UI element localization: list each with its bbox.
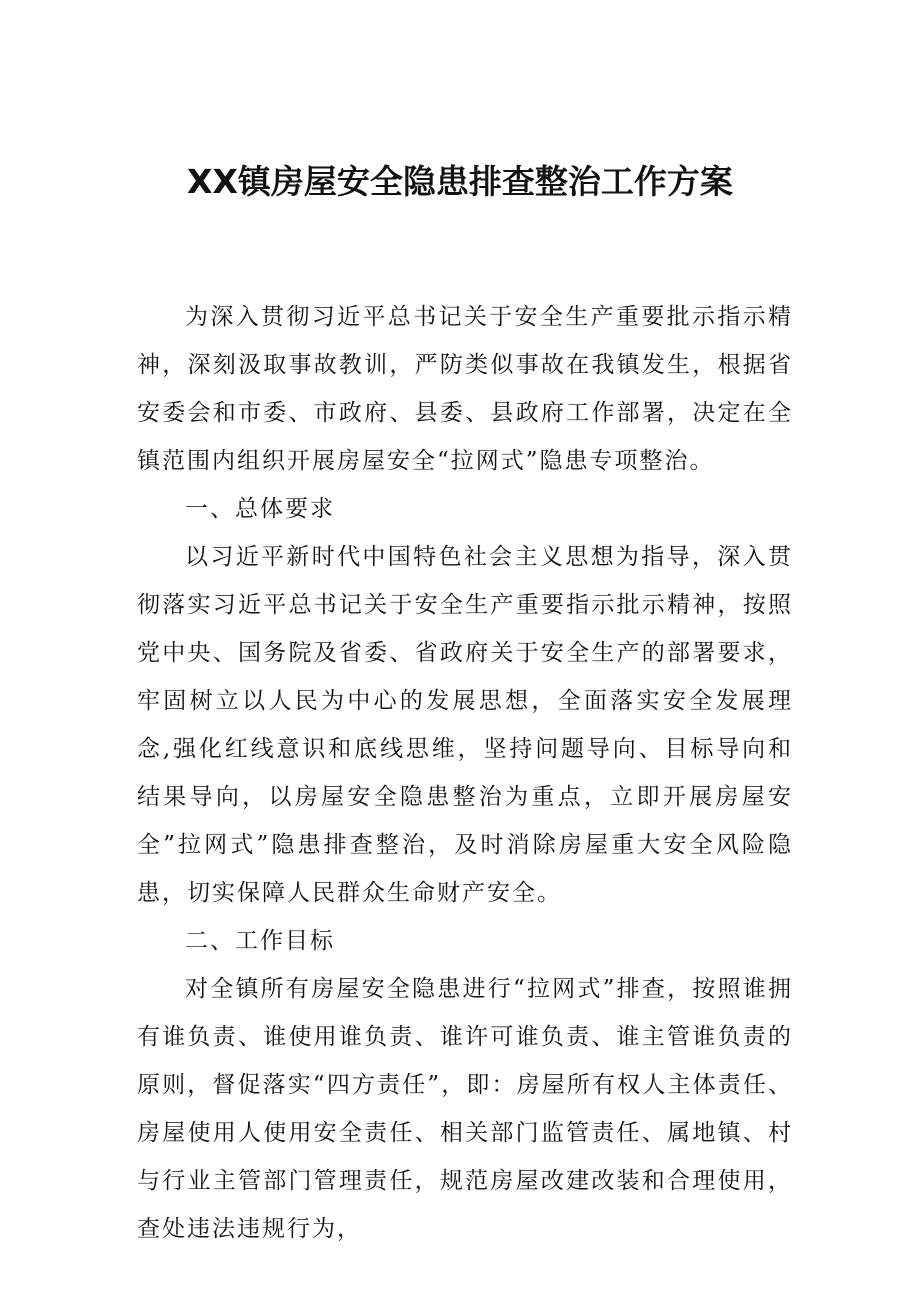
section-heading-general-requirements: 一、总体要求: [185, 496, 335, 522]
general-requirements-paragraph: 以习近平新时代中国特色社会主义思想为指导，深入贯彻落实习近平总书记关于安全生产重要指示批示精神，按照党中央、国务院及省委、省政府关于安全生产的部署要求，牢固树立以人民为中心的发展思想，全面落实安全发展理念,强化红线意识和底线思维，坚持问题导向、目标导向和结果导向，以房屋安全隐患整治为重点，立即开展房屋安全”拉网式”隐患排查整治，及时消除房屋重大安全风险隐患，切实保障人民群众生命财产安全。: [137, 544, 793, 906]
document-body: [137, 293, 793, 1253]
document-title: XX镇房屋安全隐患排查整治工作方案: [187, 162, 733, 201]
work-objectives-paragraph: 对全镇所有房屋安全隐患进行“拉网式”排查，按照谁拥有谁负责、谁使用谁负责、谁许可谁负责、谁主管谁负责的原则，督促落实“四方责任”，即：房屋所有权人主体责任、房屋使用人使用安全责任、相关部门监管责任、属地镇、村与行业主管部门管理责任，规范房屋改建改装和合理使用，查处违法违规行为，: [137, 976, 793, 1242]
section-heading-work-objectives: 二、工作目标: [185, 928, 335, 954]
intro-paragraph: 为深入贯彻习近平总书记关于安全生产重要批示指示精神，深刻汲取事故教训，严防类似事故在我镇发生，根据省安委会和市委、市政府、县委、县政府工作部署，决定在全镇范围内组织开展房屋安全“拉网式”隐患专项整治。: [137, 304, 793, 474]
